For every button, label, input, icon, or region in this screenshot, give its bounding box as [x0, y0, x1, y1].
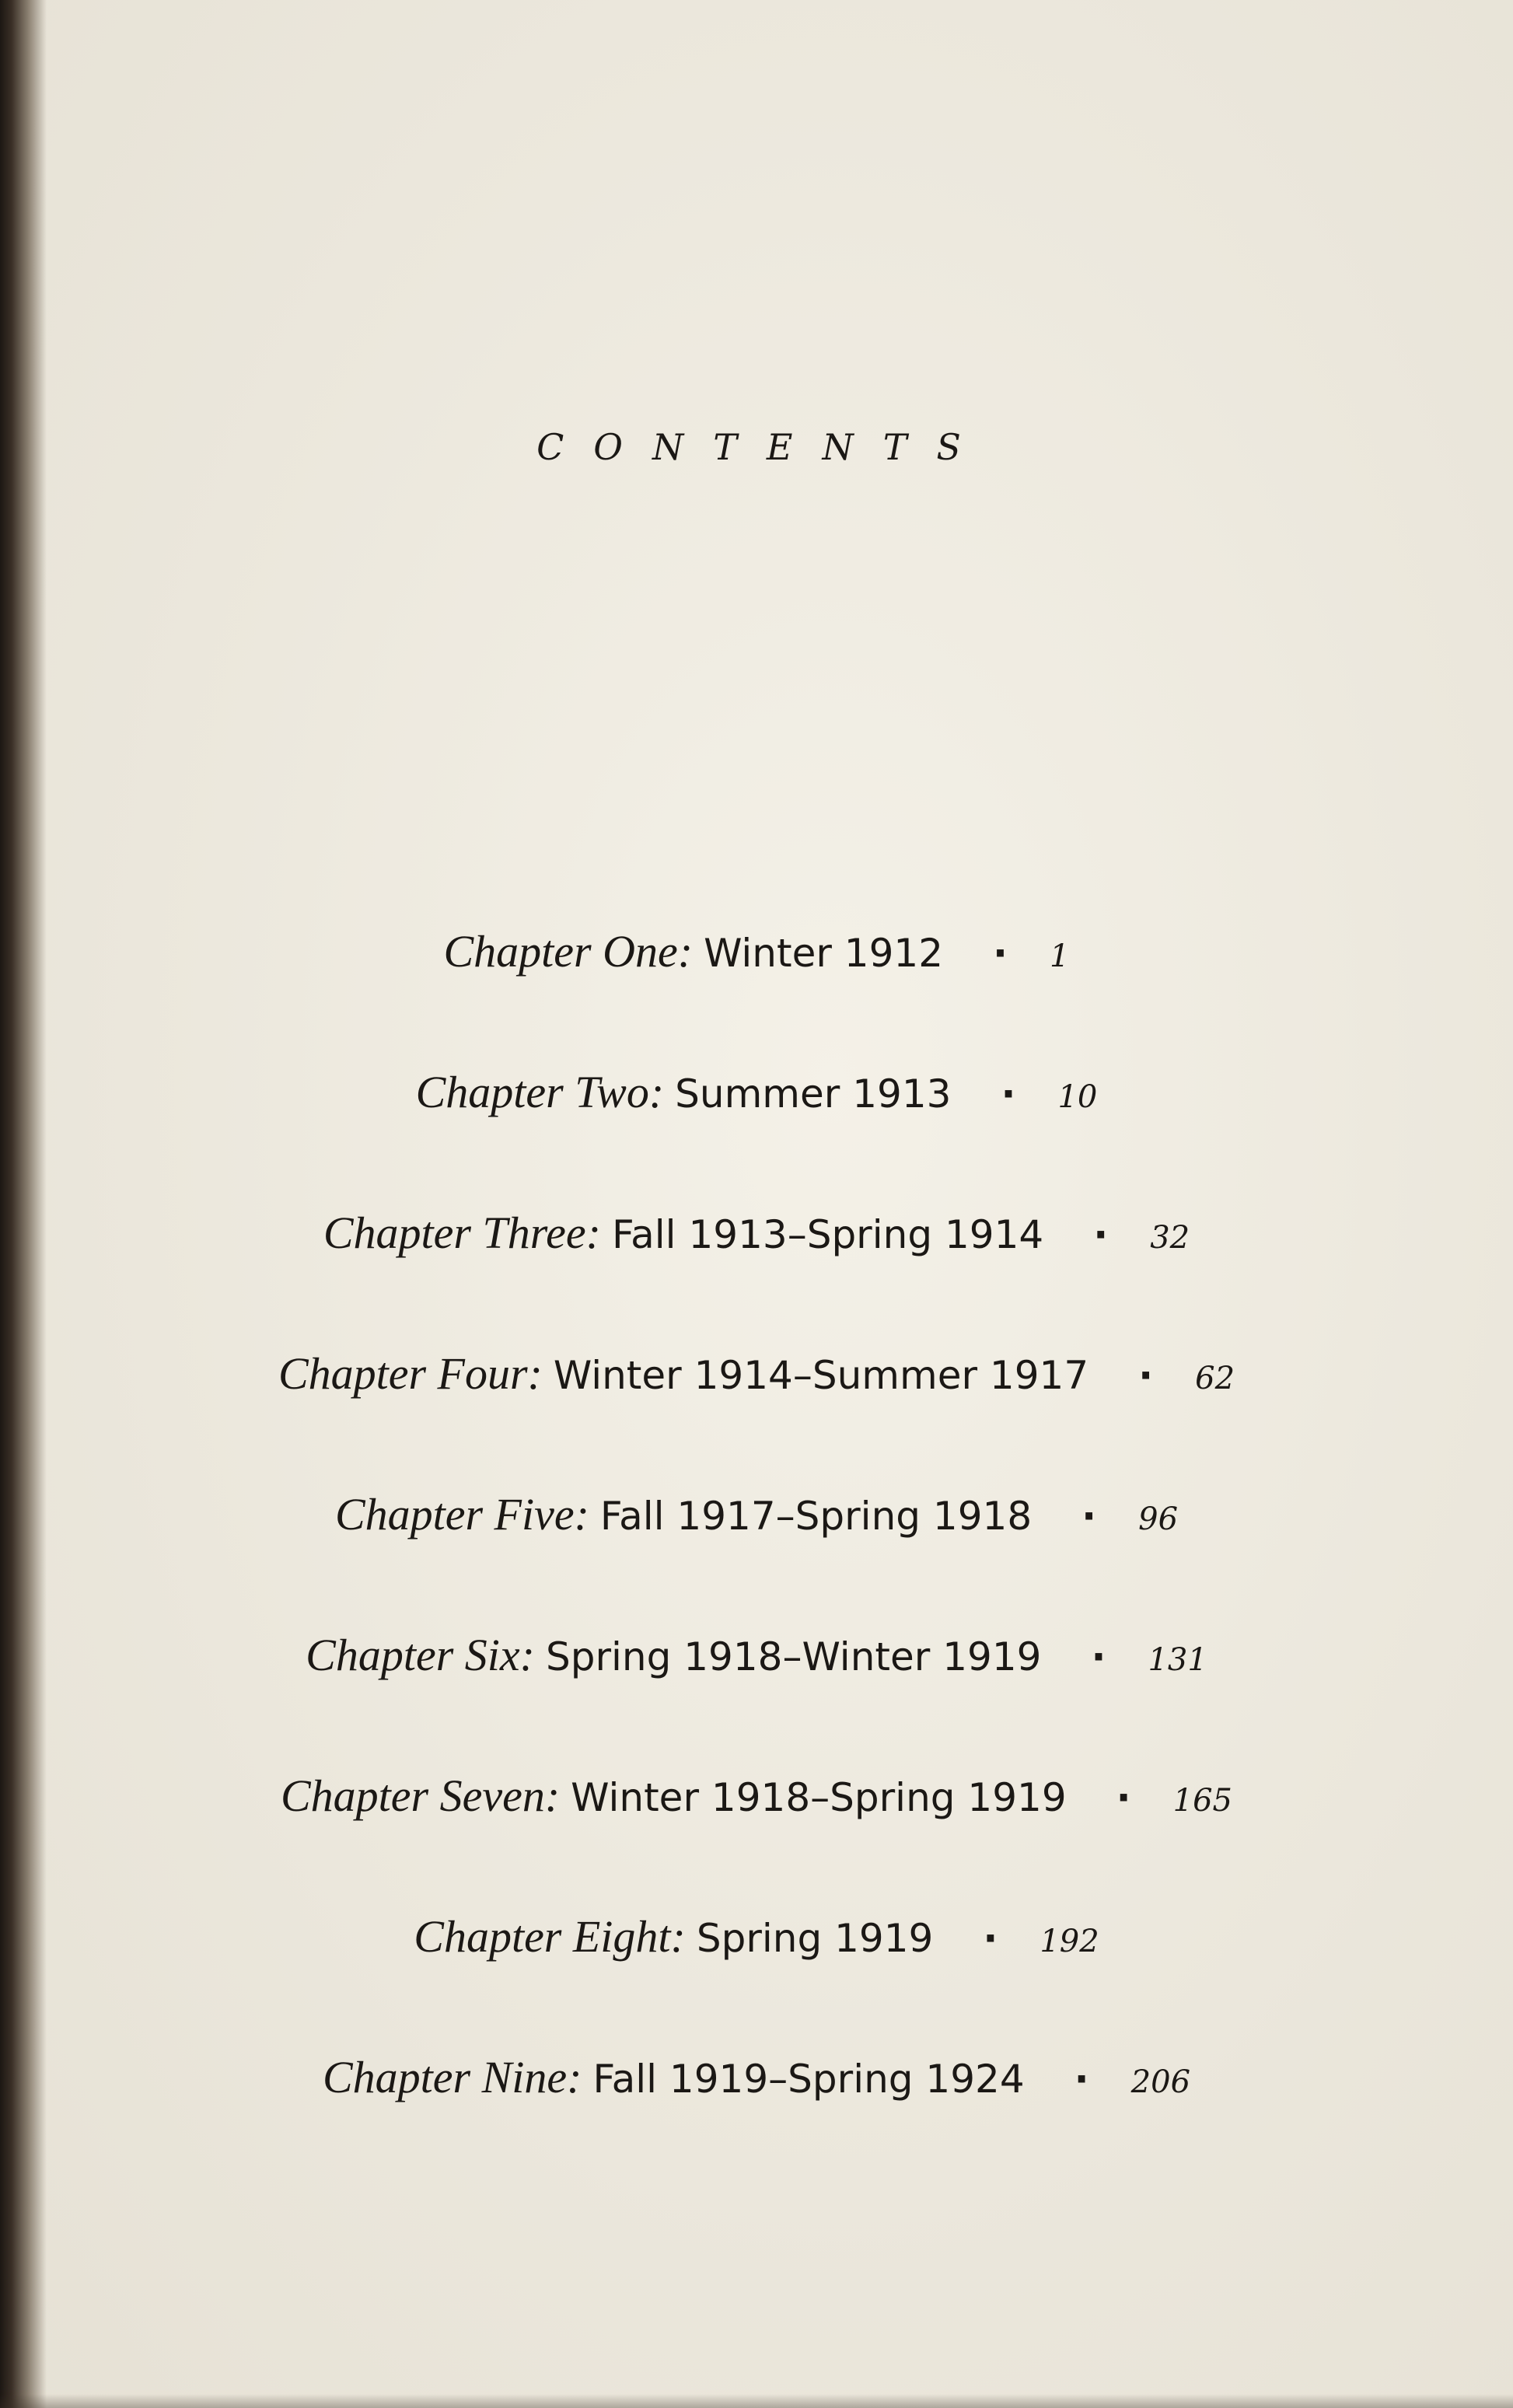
chapter-period: Spring 1918–Winter 1919: [545, 1634, 1042, 1679]
chapter-label: Chapter Six:: [306, 1630, 535, 1680]
chapter-period: Winter 1912: [704, 931, 944, 976]
chapter-period: Spring 1919: [696, 1916, 934, 1961]
toc-entry-chapter-four: [0, 1347, 1513, 1488]
chapter-period: Summer 1913: [675, 1071, 952, 1117]
separator-dot: ·: [1074, 2057, 1089, 2102]
chapter-label: Chapter Two:: [415, 1067, 665, 1117]
toc-entry-chapter-two: [0, 1066, 1513, 1207]
chapter-period: Fall 1917–Spring 1918: [599, 1494, 1033, 1539]
page-number: 10: [1057, 1079, 1098, 1115]
toc-entry-chapter-three: [0, 1207, 1513, 1347]
separator-dot: ·: [983, 1916, 998, 1961]
contents-heading: CONTENTS: [536, 426, 991, 468]
separator-dot: ·: [1116, 1775, 1131, 1820]
chapter-label: Chapter Five:: [334, 1489, 589, 1540]
chapter-label: Chapter Three:: [323, 1207, 601, 1258]
chapter-label: Chapter One:: [443, 926, 694, 977]
separator-dot: ·: [1001, 1071, 1016, 1117]
chapter-label: Chapter Four:: [278, 1348, 543, 1399]
chapter-period: Fall 1919–Spring 1924: [592, 2057, 1025, 2102]
page-number: 96: [1138, 1501, 1179, 1537]
toc-entry-chapter-one: [0, 925, 1513, 1066]
separator-dot: ·: [993, 931, 1008, 976]
chapter-label: Chapter Nine:: [322, 2052, 582, 2102]
separator-dot: ·: [1091, 1634, 1106, 1679]
chapter-label: Chapter Eight:: [414, 1911, 686, 1962]
chapter-period: Fall 1913–Spring 1914: [611, 1212, 1044, 1257]
separator-dot: ·: [1081, 1494, 1097, 1539]
chapter-label: Chapter Seven:: [280, 1770, 561, 1821]
toc-entry-chapter-six: [0, 1629, 1513, 1770]
page-number: 165: [1172, 1783, 1232, 1819]
page-number: 131: [1148, 1642, 1207, 1678]
page-bottom-shadow: [0, 2394, 1513, 2408]
page-number: 62: [1195, 1361, 1235, 1396]
separator-dot: ·: [1138, 1353, 1154, 1398]
chapter-period: Winter 1914–Summer 1917: [553, 1353, 1089, 1398]
page-number: 32: [1150, 1220, 1190, 1256]
toc-entry-chapter-seven: [0, 1770, 1513, 1910]
page-number: 1: [1050, 938, 1070, 974]
table-of-contents: [0, 925, 1513, 2192]
separator-dot: ·: [1093, 1212, 1109, 1257]
page-number: 206: [1130, 2064, 1191, 2100]
chapter-period: Winter 1918–Spring 1919: [571, 1775, 1067, 1820]
page-number: 192: [1040, 1924, 1099, 1959]
toc-entry-chapter-nine: [0, 2051, 1513, 2192]
toc-entry-chapter-eight: [0, 1910, 1513, 2051]
toc-entry-chapter-five: [0, 1488, 1513, 1629]
